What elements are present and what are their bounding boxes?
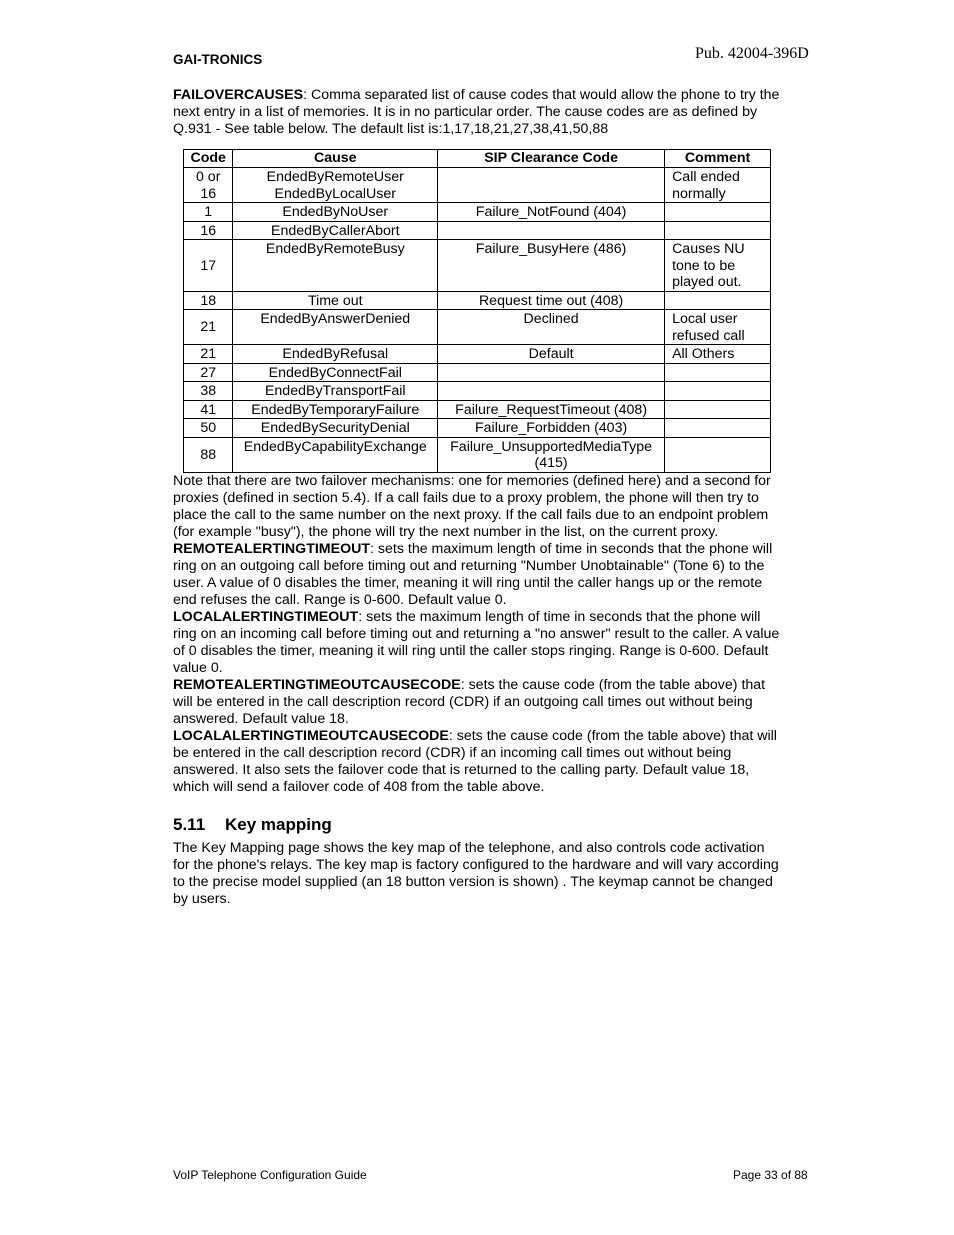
cell-code: 21 (184, 345, 233, 364)
cell-sip: Failure_BusyHere (486) (438, 240, 665, 292)
cell-code: 0 or 16 (184, 168, 233, 203)
cell-sip (438, 382, 665, 401)
cell-sip: Request time out (408) (438, 291, 665, 310)
header-comment: Comment (665, 150, 771, 168)
cell-cause: EndedByConnectFail (233, 363, 438, 382)
failovercauses-term: FAILOVERCAUSES (173, 87, 304, 103)
header-company: GAI-TRONICS (173, 52, 263, 67)
cell-comment (665, 382, 771, 401)
cell-cause: EndedByAnswerDenied (233, 310, 438, 345)
cell-sip (438, 363, 665, 382)
cell-sip: Default (438, 345, 665, 364)
failovercauses-text: : Comma separated list of cause codes that would allow the phone to try the next entry in a list of memories. It is in no particular order. The cause codes are as defined by Q.931 - See table below. The default list is:1,17,18,21,27,38,41,50,88 (173, 87, 780, 137)
cell-comment: Call ended normally (665, 168, 771, 203)
section-heading (173, 815, 783, 835)
cell-cause: EndedByCallerAbort (233, 221, 438, 240)
table-row (184, 221, 771, 240)
cell-sip (438, 168, 665, 203)
cell-code: 27 (184, 363, 233, 382)
footer-page-number: Page 33 of 88 (733, 1168, 808, 1182)
param-text: : sets the cause code (from the table above) that will be entered in the call description record (CDR) if an incoming call times out without being answered. It also sets the failover code that is returned to the calling party. Default value 18, which will send a failover code of 408 from the table above. (173, 727, 777, 795)
table-row (184, 363, 771, 382)
cell-comment (665, 400, 771, 419)
failover-note: Note that there are two failover mechanisms: one for memories (defined here) and a second for proxies (defined in section 5.4). If a call fails due to a proxy problem, the phone will then try to place the call to the same number on the next proxy. If the call fails due to an endpoint problem (for example "busy"), the phone will try the next number in the list, on the current proxy. (173, 472, 771, 540)
param-remote-alerting-timeout (173, 541, 783, 609)
cell-comment (665, 437, 771, 472)
cell-cause: EndedBySecurityDenial (233, 419, 438, 438)
cell-code: 50 (184, 419, 233, 438)
table-row (184, 203, 771, 222)
param-text: : sets the maximum length of time in seconds that the phone will ring on an incoming call before timing out and returning a "no answer" result to the caller. A value of 0 disables the timer, meaning it will ring until the caller stops ringing. Range is 0-600. Default value 0. (173, 608, 780, 676)
cell-code: 16 (184, 221, 233, 240)
cell-comment (665, 203, 771, 222)
section-body: The Key Mapping page shows the key map of the telephone, and also controls code activation for the phone's relays. The key map is factory configured to the hardware and will vary according to the precise model supplied (an 18 button version is shown) . The keymap cannot be changed by users. (173, 839, 779, 907)
table-header-row (184, 150, 771, 168)
table-row (184, 419, 771, 438)
cell-cause: EndedByRemoteBusy (233, 240, 438, 292)
param-text: : sets the maximum length of time in seconds that the phone will ring on an outgoing call before timing out and returning "Number Unobtainable" (Tone 6) to the user. A value of 0 disables the timer, meaning it will ring until the caller hangs up or the remote end refuses the call. Range is 0-600. Default value 0. (173, 540, 773, 608)
param-term: LOCALALERTINGTIMEOUTCAUSECODE (173, 727, 449, 744)
cell-cause: EndedByNoUser (233, 203, 438, 222)
cell-comment (665, 221, 771, 240)
param-term: LOCALALERTINGTIMEOUT (173, 608, 359, 625)
table-row (184, 310, 771, 345)
cell-comment: Causes NU tone to be played out. (665, 240, 771, 292)
table-row (184, 291, 771, 310)
cell-comment (665, 363, 771, 382)
table-row (184, 437, 771, 472)
header-pub-number: Pub. 42004-396D (695, 45, 809, 62)
cell-comment: All Others (665, 345, 771, 364)
cell-code: 1 (184, 203, 233, 222)
footer-guide-title: VoIP Telephone Configuration Guide (173, 1168, 367, 1182)
cell-code: 38 (184, 382, 233, 401)
cell-code: 21 (184, 310, 233, 345)
table-row (184, 400, 771, 419)
cell-sip: Failure_Forbidden (403) (438, 419, 665, 438)
cell-cause: EndedByRemoteUser EndedByLocalUser (233, 168, 438, 203)
cell-code: 17 (184, 240, 233, 292)
param-local-alerting-timeout-cause-code (173, 728, 783, 796)
cell-comment: Local user refused call (665, 310, 771, 345)
cell-cause: EndedByTemporaryFailure (233, 400, 438, 419)
header-sip-clearance-code: SIP Clearance Code (438, 150, 665, 168)
table-row (184, 345, 771, 364)
failovercauses-paragraph (173, 87, 783, 138)
cell-sip: Failure_UnsupportedMediaType (415) (438, 437, 665, 472)
param-text: : sets the cause code (from the table above) that will be entered in the call description record (CDR) if an outgoing call times out without being answered. Default value 18. (173, 676, 766, 727)
cell-code: 88 (184, 437, 233, 472)
param-remote-alerting-timeout-cause-code (173, 677, 783, 728)
cell-cause: EndedByCapabilityExchange (233, 437, 438, 472)
page-content (173, 87, 783, 908)
cell-sip (438, 221, 665, 240)
cell-cause: Time out (233, 291, 438, 310)
cell-cause: EndedByTransportFail (233, 382, 438, 401)
param-local-alerting-timeout (173, 609, 783, 677)
table-row (184, 240, 771, 292)
table-row (184, 382, 771, 401)
section-title: Key mapping (225, 814, 332, 834)
cell-code: 41 (184, 400, 233, 419)
header-cause: Cause (233, 150, 438, 168)
param-term: REMOTEALERTINGTIMEOUT (173, 540, 371, 557)
section-number: 5.11 (173, 814, 206, 834)
cell-sip: Declined (438, 310, 665, 345)
cell-code: 18 (184, 291, 233, 310)
cell-cause: EndedByRefusal (233, 345, 438, 364)
cause-code-table (183, 149, 771, 473)
cell-sip: Failure_RequestTimeout (408) (438, 400, 665, 419)
table-row (184, 168, 771, 203)
cell-comment (665, 419, 771, 438)
header-code: Code (184, 150, 233, 168)
cell-sip: Failure_NotFound (404) (438, 203, 665, 222)
param-term: REMOTEALERTINGTIMEOUTCAUSECODE (173, 676, 461, 693)
cell-comment (665, 291, 771, 310)
